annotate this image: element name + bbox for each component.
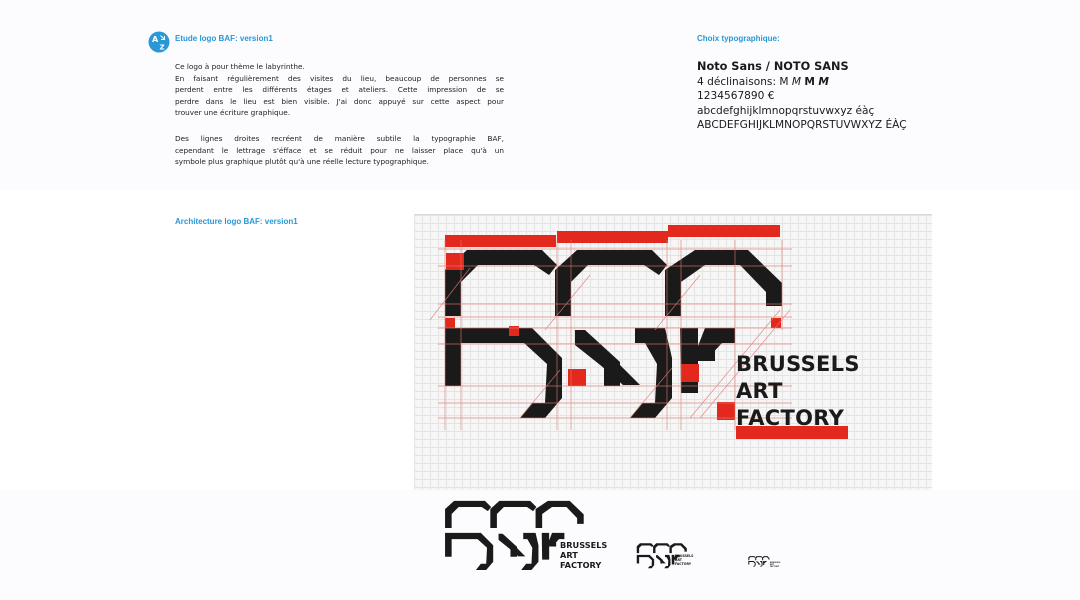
brand-line-2: ART [560, 550, 578, 560]
paragraph-line: trouver une écriture graphique. [175, 108, 291, 117]
paragraph-line: Des lignes droites recréent de manière subtile la typographie BAF, [175, 134, 504, 143]
typography-heading: Choix typographique: [697, 34, 780, 43]
brand-line-2: ART [736, 379, 783, 403]
paragraph-line: symbole plus graphique plutôt qu'à une réelle lecture typographique. [175, 157, 429, 166]
paragraph-line: Ce logo à pour thème le labyrinthe. [175, 62, 305, 71]
study-heading: Etude logo BAF: version1 [175, 34, 273, 43]
variant-bold: M [804, 75, 815, 88]
brand-line-2: ART [770, 564, 774, 566]
brand-line-3: FACTORY [736, 406, 845, 430]
variant-bold-italic: M [818, 75, 829, 88]
brand-line-1: BRUSSELS [560, 540, 608, 550]
red-square [509, 326, 519, 336]
brand-line-3: FACTORY [560, 560, 602, 570]
variant-regular: M [779, 75, 789, 88]
uppercase-specimen: ABCDEFGHIJKLMNOPQRSTUVWXYZ ÉÀÇ [697, 119, 907, 131]
paragraph-line: En faisant régulièrement des visites du lieu, beaucoup de personnes se [175, 73, 504, 83]
brand-line-3: FACTORY [675, 562, 692, 566]
logo-final-extra-small [748, 556, 770, 567]
brand-line-1: BRUSSELS [675, 554, 694, 558]
paragraph-line: cependant le lettrage s'éfface et se réduit pour ne laisser place qu'à un [175, 145, 504, 155]
brand-wordmark-extra-small [770, 562, 780, 568]
brand-wordmark-small [675, 554, 693, 566]
digits-specimen: 1234567890 € [697, 90, 775, 102]
brand-line-1: BRUSSELS [736, 352, 860, 376]
red-square [445, 318, 455, 328]
brand-wordmark-medium [560, 540, 607, 570]
red-square [681, 364, 699, 382]
paragraph-line: perdent entre les différents étages et ateliers. Cette impression de se [175, 85, 504, 94]
red-square [717, 402, 735, 420]
red-bar [445, 235, 556, 247]
svg-text:A: A [152, 35, 159, 44]
font-name: Noto Sans / NOTO SANS [697, 60, 849, 73]
red-bar [557, 231, 668, 243]
variants-label: 4 déclinaisons: [697, 75, 777, 88]
architecture-heading: Architecture logo BAF: version1 [175, 217, 298, 226]
red-bar [668, 225, 780, 237]
brand-line-1: BRUSSELS [770, 562, 781, 564]
lowercase-specimen: abcdefghijklmnopqrstuvwxyz éàç [697, 104, 875, 117]
brand-line-2: ART [675, 558, 682, 562]
brand-line-3: FACTORY [770, 566, 780, 568]
paragraph-line: perdre dans le lieu est bien visible. J'ai donc appuyé sur cette aspect pour [175, 96, 504, 106]
brand-wordmark-large [736, 351, 860, 432]
variant-italic: M [791, 75, 802, 88]
svg-text:Z: Z [159, 43, 165, 52]
